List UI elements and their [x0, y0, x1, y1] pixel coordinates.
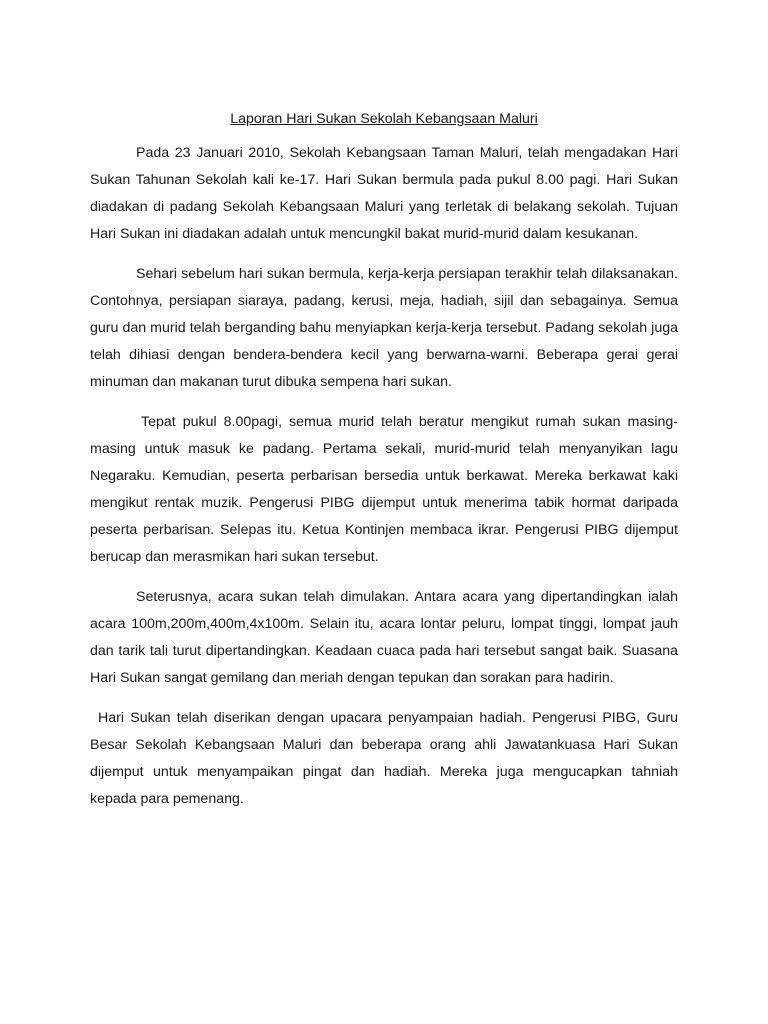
document-title: Laporan Hari Sukan Sekolah Kebangsaan Maluri	[230, 111, 538, 127]
document-page	[90, 108, 678, 826]
paragraph-3: Tepat pukul 8.00pagi, semua murid telah beratur mengikut rumah sukan masing-masing untuk masuk ke padang. Pertama sekali, murid-murid telah menyanyikan lagu Negaraku. Kemudian, peserta perbarisan bersedia untuk berkawat. Mereka berkawat kaki mengikut rentak muzik. Pengerusi PIBG dijemput untuk menerima tabik hormat daripada peserta perbarisan. Selepas itu. Ketua Kontinjen membaca ikrar. Pengerusi PIBG dijemput berucap dan merasmikan hari sukan tersebut.	[90, 414, 678, 565]
paragraph-4: Seterusnya, acara sukan telah dimulakan. Antara acara yang dipertandingkan ialah acara 100m,200m,400m,4x100m. Selain itu, acara lontar peluru, lompat tinggi, lompat jauh dan tarik tali turut dipertandingkan. Keadaan cuaca pada hari tersebut sangat baik. Suasana Hari Sukan sangat gemilang dan meriah dengan tepukan dan sorakan para hadirin.	[90, 589, 678, 686]
paragraph-5: Hari Sukan telah diserikan dengan upacara penyampaian hadiah. Pengerusi PIBG, Guru Besar Sekolah Kebangsaan Maluri dan beberapa orang ahli Jawatankuasa Hari Sukan dijemput untuk menyampaikan pingat dan hadiah. Mereka juga mengucapkan tahniah kepada para pemenang.	[90, 710, 678, 807]
paragraph-1: Pada 23 Januari 2010, Sekolah Kebangsaan Taman Maluri, telah mengadakan Hari Sukan Tahunan Sekolah kali ke-17. Hari Sukan bermula pada pukul 8.00 pagi. Hari Sukan diadakan di padang Sekolah Kebangsaan Maluri yang terletak di belakang sekolah. Tujuan Hari Sukan ini diadakan adalah untuk mencungkil bakat murid-murid dalam kesukanan.	[90, 145, 678, 242]
paragraph-2: Sehari sebelum hari sukan bermula, kerja-kerja persiapan terakhir telah dilaksanakan. Contohnya, persiapan siaraya, padang, kerusi, meja, hadiah, sijil dan sebagainya. Semua guru dan murid telah berganding bahu menyiapkan kerja-kerja tersebut. Padang sekolah juga telah dihiasi dengan bendera-bendera kecil yang berwarna-warni. Beberapa gerai gerai minuman dan makanan turut dibuka sempena hari sukan.	[90, 266, 678, 390]
